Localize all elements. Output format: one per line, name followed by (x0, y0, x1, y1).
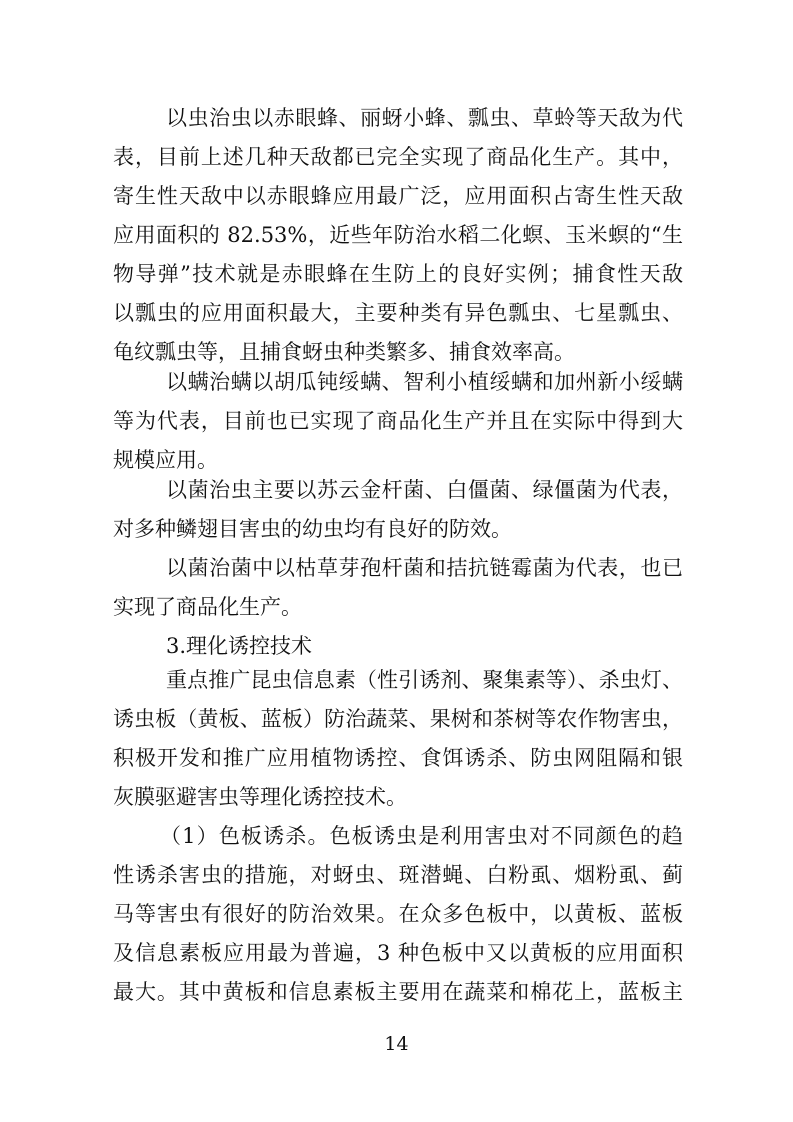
section-heading: 3.理化诱控技术 (166, 634, 313, 658)
paragraph-1-line-5: 物导弹”技术就是赤眼蜂在生防上的良好实例；捕食性天敌 (113, 262, 683, 286)
paragraph-1-line-4: 应用面积的 82.53%，近些年防治水稻二化螟、玉米螟的“生 (113, 223, 683, 247)
paragraph-2-line-1: 以螨治螨以胡瓜钝绥螨、智利小植绥螨和加州新小绥螨 (166, 370, 683, 394)
paragraph-3-line-1: 以菌治虫主要以苏云金杆菌、白僵菌、绿僵菌为代表， (166, 478, 683, 502)
paragraph-6-line-4: 及信息素板应用最为普遍，3 种色板中又以黄板的应用面积 (113, 941, 683, 965)
paragraph-2-line-2: 等为代表，目前也已实现了商品化生产并且在实际中得到大 (113, 409, 683, 433)
paragraph-3-line-2: 对多种鳞翅目害虫的幼虫均有良好的防效。 (113, 517, 512, 541)
paragraph-1-line-7: 龟纹瓢虫等，且捕食蚜虫种类繁多、捕食效率高。 (113, 340, 575, 364)
page-number: 14 (384, 1033, 409, 1055)
paragraph-6-line-1: （1）色板诱杀。色板诱虫是利用害虫对不同颜色的趋 (160, 824, 683, 848)
paragraph-2-line-3: 规模应用。 (113, 448, 218, 472)
paragraph-4-line-2: 实现了商品化生产。 (113, 595, 302, 619)
paragraph-4-line-1: 以菌治菌中以枯草芽孢杆菌和拮抗链霉菌为代表，也已 (166, 556, 683, 580)
paragraph-5-line-4: 灰膜驱避害虫等理化诱控技术。 (113, 785, 407, 809)
paragraph-1-line-3: 寄生性天敌中以赤眼蜂应用最广泛，应用面积占寄生性天敌 (113, 184, 683, 208)
paragraph-5-line-3: 积极开发和推广应用植物诱控、食饵诱杀、防虫网阻隔和银 (113, 746, 683, 770)
paragraph-5-line-2: 诱虫板（黄板、蓝板）防治蔬菜、果树和茶树等农作物害虫， (113, 707, 683, 731)
paragraph-6-line-2: 性诱杀害虫的措施，对蚜虫、斑潜蝇、白粉虱、烟粉虱、蓟 (113, 863, 683, 887)
paragraph-6-line-5: 最大。其中黄板和信息素板主要用在蔬菜和棉花上，蓝板主 (113, 980, 683, 1004)
paragraph-6-line-3: 马等害虫有很好的防治效果。在众多色板中，以黄板、蓝板 (113, 902, 683, 926)
paragraph-5-line-1: 重点推广昆虫信息素（性引诱剂、聚集素等）、杀虫灯、 (166, 668, 683, 692)
paragraph-1-line-2: 表，目前上述几种天敌都已完全实现了商品化生产。其中， (113, 145, 683, 169)
paragraph-1-line-6: 以瓢虫的应用面积最大，主要种类有异色瓢虫、七星瓢虫、 (113, 301, 683, 325)
paragraph-1-line-1: 以虫治虫以赤眼蜂、丽蚜小蜂、瓢虫、草蛉等天敌为代 (166, 106, 683, 130)
